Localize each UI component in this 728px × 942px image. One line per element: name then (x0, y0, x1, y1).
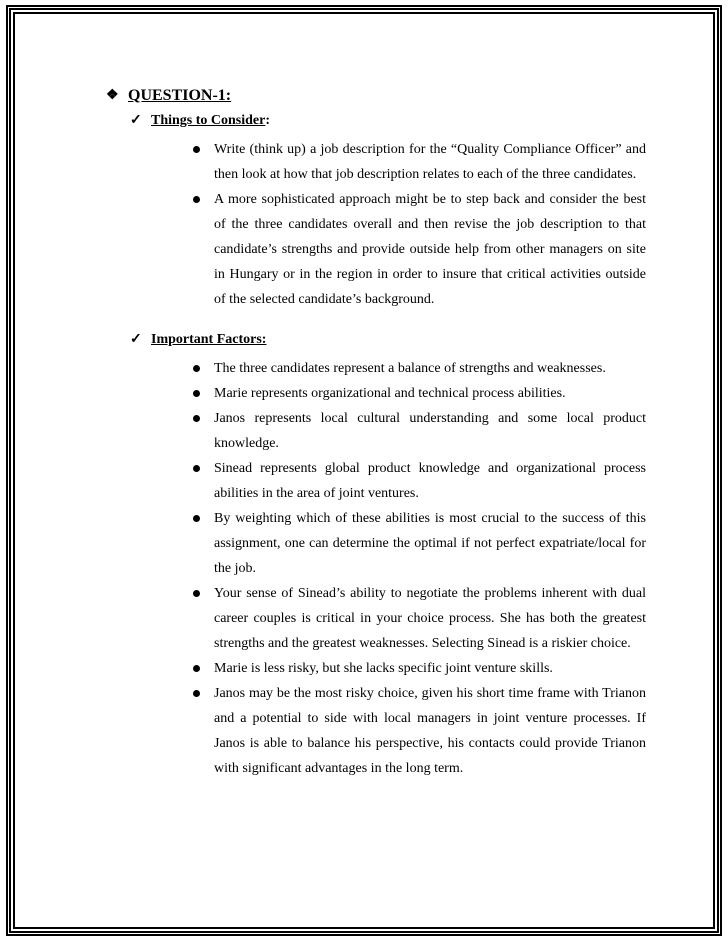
list-item-text: Janos represents local cultural understanding and some local product knowledge. (214, 411, 646, 451)
list-item-text: Marie is less risky, but she lacks specific joint venture skills. (214, 661, 553, 676)
bullet-dot-icon (193, 465, 200, 472)
bullet-list (130, 356, 646, 781)
list-item (130, 656, 646, 681)
list-item-text: Marie represents organizational and technical process abilities. (214, 386, 566, 401)
list-item (130, 187, 646, 312)
section-things-to-consider (130, 111, 646, 312)
checkmark-icon: ✓ (130, 332, 142, 347)
list-item (130, 137, 646, 187)
section-heading (130, 111, 646, 131)
question-heading (106, 86, 646, 106)
list-item-text: Write (think up) a job description for the “Quality Compliance Officer” and then look at how that job description relates to each of the three candidates. (214, 142, 646, 182)
question-title: QUESTION-1: (128, 87, 232, 104)
section-label: Things to Consider (151, 113, 266, 128)
bullet-dot-icon (193, 415, 200, 422)
list-item (130, 406, 646, 456)
bullet-dot-icon (193, 590, 200, 597)
bullet-dot-icon (193, 690, 200, 697)
list-item (130, 681, 646, 781)
list-item-text: Janos may be the most risky choice, given his short time frame with Trianon and a potential to side with local managers in joint venture processes. If Janos is able to balance his perspective, his contacts could provide Trianon with significant advantages in the long term. (214, 686, 646, 776)
diamond-bullet-icon: ❖ (106, 88, 119, 103)
list-item (130, 581, 646, 656)
list-item-text: A more sophisticated approach might be to step back and consider the best of the three candidates overall and then revise the job description to that candidate’s strengths and provide outside help from other managers on site in Hungary or in the region in order to insure that critical activities outside of the selected candidate’s background. (214, 192, 646, 307)
list-item-text: Sinead represents global product knowledge and organizational process abilities in the area of joint ventures. (214, 461, 646, 501)
list-item (130, 356, 646, 381)
section-heading (130, 330, 646, 350)
bullet-dot-icon (193, 196, 200, 203)
bullet-list (130, 137, 646, 312)
list-item-text: The three candidates represent a balance of strengths and weaknesses. (214, 361, 606, 376)
list-item-text: By weighting which of these abilities is most crucial to the success of this assignment, one can determine the optimal if not perfect expatriate/local for the job. (214, 511, 646, 576)
bullet-dot-icon (193, 665, 200, 672)
list-item (130, 456, 646, 506)
bullet-dot-icon (193, 515, 200, 522)
section-label-suffix: : (265, 113, 271, 128)
section-label: Important Factors: (151, 332, 267, 347)
checkmark-icon: ✓ (130, 113, 142, 128)
list-item (130, 381, 646, 406)
section-important-factors (130, 330, 646, 781)
bullet-dot-icon (193, 146, 200, 153)
bullet-dot-icon (193, 365, 200, 372)
bullet-dot-icon (193, 390, 200, 397)
document-content (106, 86, 646, 781)
list-item (130, 506, 646, 581)
list-item-text: Your sense of Sinead’s ability to negotiate the problems inherent with dual career couples is critical in your choice process. She has both the greatest strengths and the greatest weaknesses. Selecting Sinead is a riskier choice. (214, 586, 646, 651)
